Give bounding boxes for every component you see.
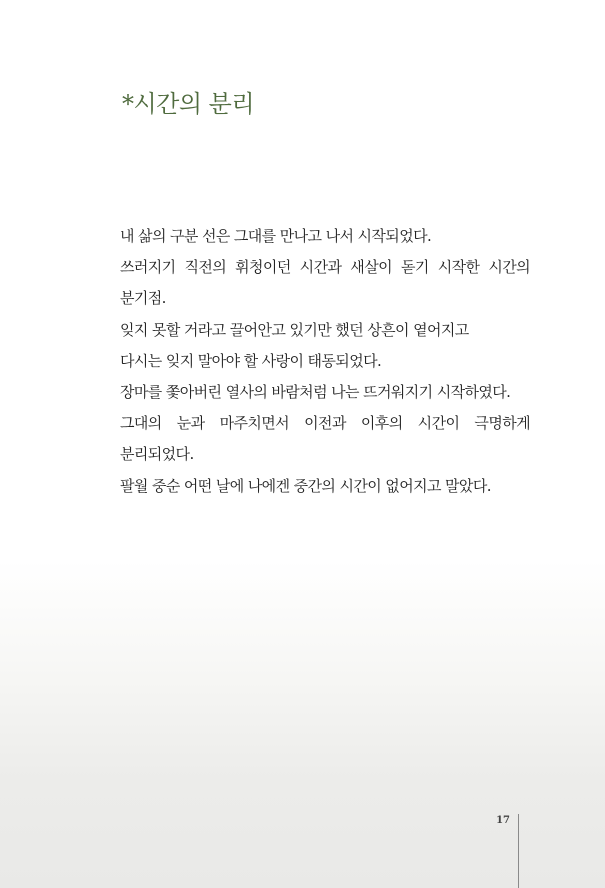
page-number: 17: [496, 815, 510, 826]
poem-line: 내 삶의 구분 선은 그대를 만나고 나서 시작되었다.: [120, 227, 432, 245]
poem-line: 잊지 못할 거라고 끌어안고 있기만 했던 상흔이 옅어지고: [120, 320, 469, 339]
poem-line: 분리되었다.: [120, 445, 194, 464]
poem-line: 팔월 중순 어떤 날에 나에겐 중간의 시간이 없어지고 말았다.: [120, 476, 491, 495]
poem-line: 장마를 쫓아버린 열사의 바람처럼 나는 뜨거워지기 시작하였다.: [120, 382, 511, 401]
folio-divider-line: [518, 814, 519, 888]
poem-line: 다시는 잊지 말아야 할 사랑이 태동되었다.: [120, 351, 382, 370]
poem-line: 쓰러지기 직전의 휘청이던 시간과 새살이 돋기 시작한 시간의: [120, 258, 530, 277]
poem-line: 분기점.: [120, 289, 166, 308]
poem-title: *시간의 분리: [122, 90, 255, 118]
poem-body: [120, 221, 530, 502]
poem-line: 그대의 눈과 마주치면서 이전과 이후의 시간이 극명하게: [120, 414, 530, 433]
